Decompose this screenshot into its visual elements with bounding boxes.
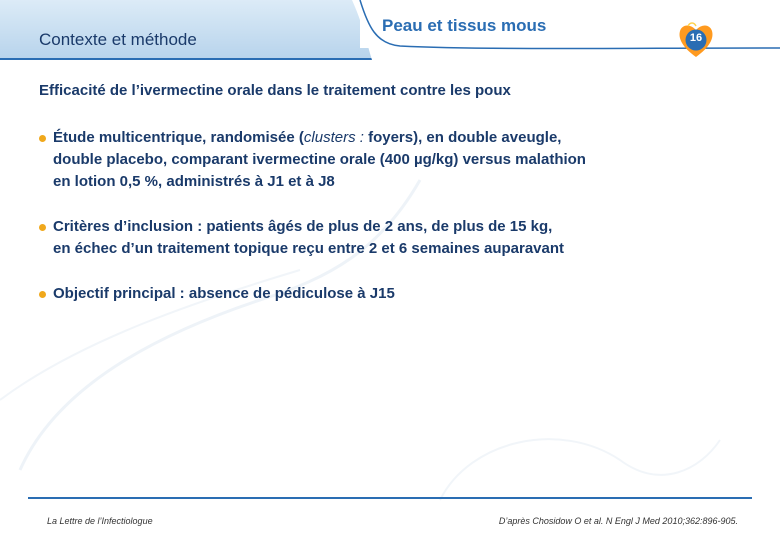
bullet-line: en lotion 0,5 %, administrés à J1 et à J8 <box>53 173 335 190</box>
bullet-dot-icon <box>39 291 46 298</box>
bullet-line: Critères d’inclusion : patients âgés de plus de 2 ans, de plus de 15 kg, <box>53 218 553 235</box>
bullet-study-design <box>39 127 739 193</box>
footer-citation: D’après Chosidow O et al. N Engl J Med 2010;362:896-905. <box>498 516 738 526</box>
bullet-dot-icon <box>39 224 46 231</box>
section-title: Contexte et méthode <box>39 30 197 49</box>
bullet-line: en échec d’un traitement topique reçu entre 2 et 6 semaines auparavant <box>53 240 565 257</box>
bullet-line: Objectif principal : absence de pédiculose à J15 <box>53 285 395 302</box>
bullet-text-italic: clusters : <box>303 129 364 146</box>
page-number: 16 <box>689 32 703 44</box>
bullet-line: double placebo, comparant ivermectine orale (400 µg/kg) versus malathion <box>53 151 586 168</box>
header-band <box>0 0 780 62</box>
topic-title: Peau et tissus mous <box>382 16 547 35</box>
bullet-text: foyers), en double aveugle, <box>363 129 562 146</box>
bullet-line <box>53 127 739 149</box>
bullet-list <box>39 127 739 328</box>
footer-divider <box>28 497 752 499</box>
slide-subtitle: Efficacité de l’ivermectine orale dans le traitement contre les poux <box>39 82 511 99</box>
bullet-text: Étude multicentrique, randomisée ( <box>53 129 304 146</box>
footer-journal-name: La Lettre de l’Infectiologue <box>47 516 153 526</box>
bullet-dot-icon <box>39 135 46 142</box>
bullet-primary-objective <box>39 283 739 305</box>
bullet-inclusion-criteria <box>39 216 739 260</box>
